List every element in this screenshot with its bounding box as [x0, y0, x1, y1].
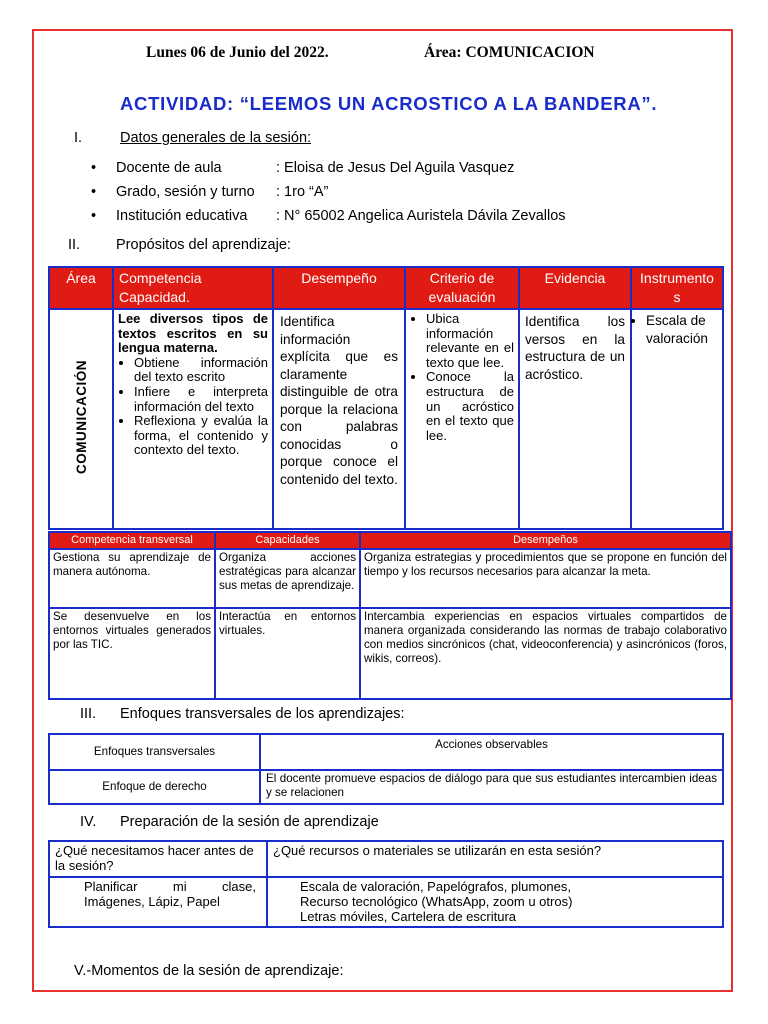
- approaches-table: [48, 733, 724, 805]
- th-recursos: ¿Qué recursos o materiales se utilizarán en esta sesión?: [267, 841, 723, 877]
- capacidad-item: • Reflexiona y evalúa la forma, el contenido y contexto del texto.: [134, 414, 268, 458]
- criterio-item: • Conoce la estructura de un acróstico en el texto que lee.: [426, 370, 514, 443]
- section-1-numeral: I.: [74, 130, 83, 146]
- preparation-table: [48, 840, 724, 928]
- th-antes: ¿Qué necesitamos hacer antes de la sesión?: [49, 841, 267, 877]
- th-desempeno: Desempeño: [273, 267, 405, 309]
- resource-line: Recurso tecnológico (WhatsApp, zoom u otros): [300, 894, 573, 909]
- criterios-list: [410, 312, 514, 443]
- table-cell: Intercambia experiencias en espacios virtuales compartidos de manera organizada considerando las normas de trabajo colaborativo con medios sincrónicos (chat, videoconferencia) y asincrónicos (foros, wikis, correos).: [360, 608, 731, 699]
- criterio-item: • Ubica información relevante en el texto que lee.: [426, 312, 514, 370]
- general-data-label: Grado, sesión y turno: [116, 184, 255, 200]
- table-cell: Planificar mi clase, Imágenes, Lápiz, Papel: [49, 877, 267, 927]
- criterio-cell: [405, 309, 519, 529]
- th-enfoques: Enfoques transversales: [49, 734, 260, 770]
- th-competencia-transversal: Competencia transversal: [49, 532, 215, 549]
- evidencia-cell: Identifica los versos en la estructura de un acróstico.: [519, 309, 631, 529]
- th-instrumentos: Instrumentos: [631, 267, 723, 309]
- general-data-value: : N° 65002 Angelica Auristela Dávila Zevallos: [276, 208, 566, 224]
- general-data-value: : 1ro “A”: [276, 184, 329, 200]
- th-competencia: Competencia Capacidad.: [113, 267, 273, 309]
- area-label: COMUNICACIÓN: [73, 359, 89, 474]
- table-cell: Organiza estrategias y procedimientos que se propone en función del tiempo y los recursos necesarios para alcanzar la meta.: [360, 549, 731, 608]
- section-5-heading: V.-Momentos de la sesión de aprendizaje:: [74, 963, 344, 979]
- table-cell: Interactúa en entornos virtuales.: [215, 608, 360, 699]
- general-data-item: [91, 184, 255, 200]
- general-data-label: Docente de aula: [116, 160, 222, 176]
- section-2-heading: Propósitos del aprendizaje:: [116, 237, 291, 253]
- session-area: Área: COMUNICACION: [424, 44, 595, 61]
- capacidades-list: [118, 356, 268, 458]
- capacidad-item: • Obtiene información del texto escrito: [134, 356, 268, 385]
- instrumento-item: • Escala de valoración: [646, 312, 718, 347]
- section-4-numeral: IV.: [80, 814, 97, 830]
- table-cell: El docente promueve espacios de diálogo para que sus estudiantes intercambien ideas y se relacionen: [260, 770, 723, 804]
- bullet-icon: •: [91, 160, 97, 176]
- table-cell: Se desenvuelve en los entornos virtuales generados por las TIC.: [49, 608, 215, 699]
- section-3-numeral: III.: [80, 706, 97, 722]
- general-data-item: [91, 208, 248, 224]
- learning-purpose-table: [48, 266, 724, 530]
- section-1-heading: Datos generales de la sesión:: [120, 130, 312, 146]
- desempeno-cell: Identifica información explícita que es claramente distinguible de otra porque la relaciona con palabras conocidas o porque conoce el contenido del texto.: [273, 309, 405, 529]
- competencia-title: Lee diversos tipos de textos escritos en su lengua materna.: [118, 311, 268, 356]
- bullet-icon: •: [91, 184, 97, 200]
- resource-line: Escala de valoración, Papelógrafos, plumones,: [300, 879, 571, 894]
- table-cell: Enfoque de derecho: [49, 770, 260, 804]
- th-criterio: Criterio de evaluación: [405, 267, 519, 309]
- general-data-label: Institución educativa: [116, 208, 248, 224]
- instrumentos-cell: [631, 309, 723, 529]
- th-acciones: Acciones observables: [260, 734, 723, 770]
- table-cell: Gestiona su aprendizaje de manera autónoma.: [49, 549, 215, 608]
- bullet-icon: •: [91, 208, 97, 224]
- th-area: Área: [49, 267, 113, 309]
- competencia-cell: [113, 309, 273, 529]
- th-evidencia: Evidencia: [519, 267, 631, 309]
- transversal-competencies-table: [48, 531, 732, 700]
- general-data-item: [91, 160, 222, 176]
- area-cell: [49, 309, 113, 529]
- instrumentos-list: [636, 312, 718, 347]
- session-date: Lunes 06 de Junio del 2022.: [146, 44, 329, 61]
- resource-line: Letras móviles, Cartelera de escritura: [300, 909, 517, 924]
- th-capacidades: Capacidades: [215, 532, 360, 549]
- section-2-numeral: II.: [68, 237, 81, 253]
- section-3-heading: Enfoques transversales de los aprendizajes:: [120, 706, 405, 722]
- page-title: ACTIVIDAD: “LEEMOS UN ACROSTICO A LA BANDERA”.: [120, 93, 658, 114]
- resources-cell: [267, 877, 723, 927]
- general-data-value: : Eloisa de Jesus Del Aguila Vasquez: [276, 160, 515, 176]
- capacidad-item: • Infiere e interpreta información del texto: [134, 385, 268, 414]
- th-desempenos: Desempeños: [360, 532, 731, 549]
- section-4-heading: Preparación de la sesión de aprendizaje: [120, 814, 379, 830]
- table-cell: Organiza acciones estratégicas para alcanzar sus metas de aprendizaje.: [215, 549, 360, 608]
